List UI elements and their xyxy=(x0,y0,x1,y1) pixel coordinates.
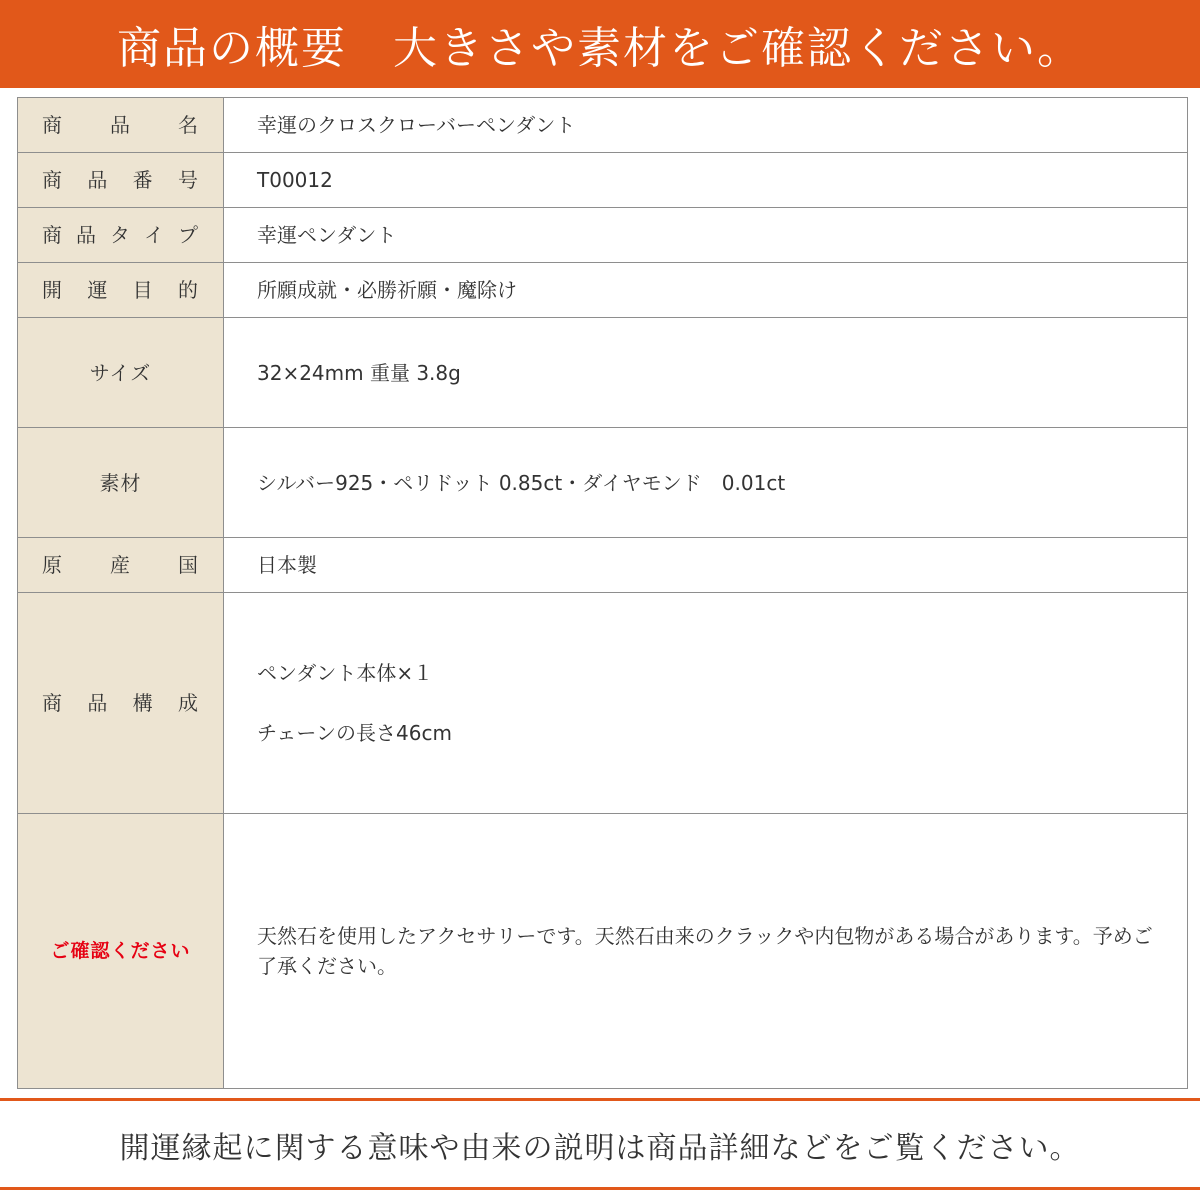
spec-value: 日本製 xyxy=(224,538,1188,593)
footer-note: 開運縁起に関する意味や由来の説明は商品詳細などをご覧ください。 xyxy=(119,1131,1081,1166)
notice-label: ご確認ください xyxy=(18,814,224,1089)
spec-label-spread xyxy=(18,165,223,195)
spec-row-contents xyxy=(18,593,1188,814)
spec-row-product-number xyxy=(18,153,1188,208)
spec-label xyxy=(18,98,224,153)
label-char: 商 xyxy=(42,223,63,247)
footer-divider-bottom xyxy=(0,1187,1200,1190)
notice-text: 天然石を使用したアクセサリーです。天然石由来のクラックや内包物がある場合があります。予めご了承ください。 xyxy=(224,814,1188,1089)
label-char: 国 xyxy=(178,553,199,577)
spec-row-product-type xyxy=(18,208,1188,263)
spec-row-material xyxy=(18,428,1188,538)
spec-row-product-name xyxy=(18,98,1188,153)
spec-label xyxy=(18,263,224,318)
label-char: イ xyxy=(144,223,165,247)
spec-value: T00012 xyxy=(224,153,1188,208)
label-char: 品 xyxy=(76,223,97,247)
spec-row-notice xyxy=(18,814,1188,1089)
spec-value-line: ペンダント本体×１ xyxy=(257,661,434,685)
label-char: 商 xyxy=(42,113,63,137)
label-char: 成 xyxy=(177,691,199,715)
spec-label-spread xyxy=(18,275,223,305)
spec-value: 所願成就・必勝祈願・魔除け xyxy=(224,263,1188,318)
spec-value: 32×24mm 重量 3.8g xyxy=(224,318,1188,428)
spec-label-spread xyxy=(18,688,223,718)
product-spec-table xyxy=(17,97,1188,1089)
spec-label-spread xyxy=(18,220,223,250)
spec-label xyxy=(18,538,224,593)
label-char: 品 xyxy=(87,691,109,715)
spec-value xyxy=(224,593,1188,814)
label-char: 目 xyxy=(132,278,154,302)
label-char: 運 xyxy=(87,278,109,302)
spec-label-spread xyxy=(18,550,223,580)
footer-divider-top xyxy=(0,1098,1200,1101)
label-char: プ xyxy=(178,223,199,247)
header-banner xyxy=(0,0,1200,88)
label-char: 名 xyxy=(178,113,199,137)
spec-value-line: チェーンの長さ46cm xyxy=(257,721,452,745)
label-char: 的 xyxy=(177,278,199,302)
label-char: 構 xyxy=(132,691,154,715)
spec-label xyxy=(18,208,224,263)
spec-row-size xyxy=(18,318,1188,428)
label-char: 商 xyxy=(42,168,63,192)
spec-value: 幸運ペンダント xyxy=(224,208,1188,263)
label-char: 産 xyxy=(110,553,131,577)
spec-label-spread xyxy=(18,110,223,140)
spec-label: 素材 xyxy=(18,428,224,538)
spec-label: サイズ xyxy=(18,318,224,428)
spec-row-purpose xyxy=(18,263,1188,318)
label-char: 原 xyxy=(42,553,63,577)
spec-row-origin xyxy=(18,538,1188,593)
label-char: タ xyxy=(110,223,131,247)
spec-value: 幸運のクロスクローバーペンダント xyxy=(224,98,1188,153)
label-char: 商 xyxy=(42,691,63,715)
label-char: 号 xyxy=(177,168,199,192)
label-char: 品 xyxy=(87,168,109,192)
spec-label xyxy=(18,153,224,208)
label-char: 品 xyxy=(110,113,131,137)
banner-title: 商品の概要 大きさや素材をご確認ください。 xyxy=(117,23,1083,74)
label-char: 番 xyxy=(132,168,154,192)
spec-value: シルバー925・ペリドット 0.85ct・ダイヤモンド 0.01ct xyxy=(224,428,1188,538)
label-char: 開 xyxy=(42,278,63,302)
spec-label xyxy=(18,593,224,814)
